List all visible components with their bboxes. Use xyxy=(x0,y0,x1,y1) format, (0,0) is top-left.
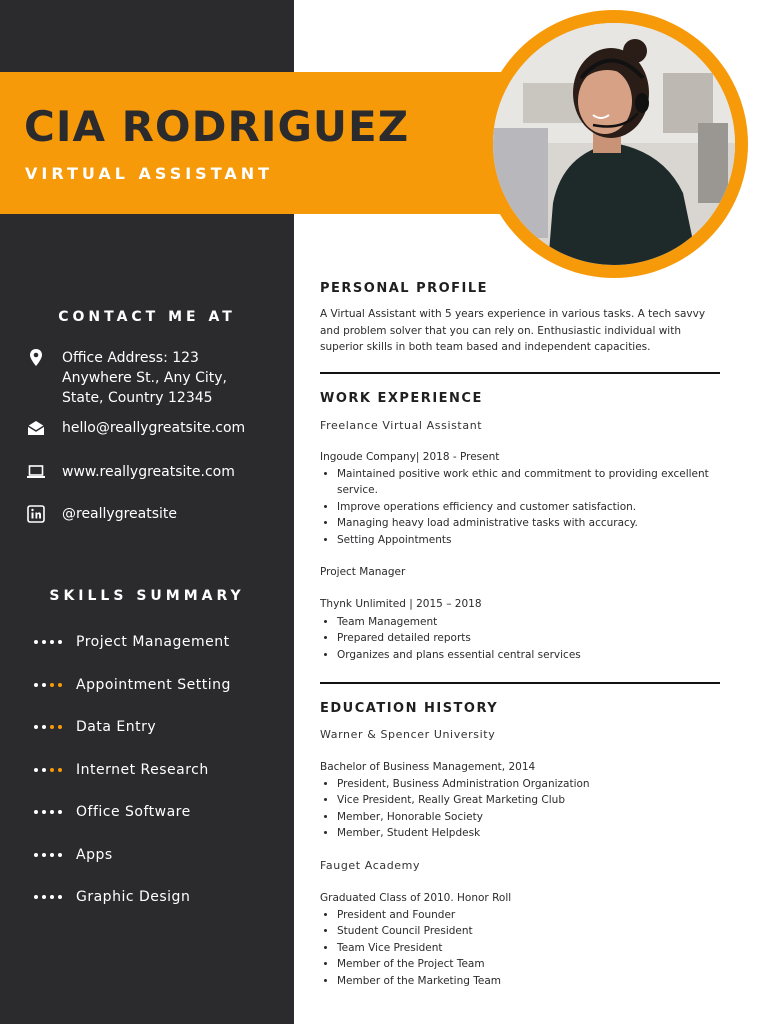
contact-address: Office Address: 123 Anywhere St., Any City, State, Country 12345 xyxy=(26,348,262,408)
list-item: • Student Council President xyxy=(337,923,737,939)
school-name: Fauget Academy xyxy=(320,859,421,872)
skill-item xyxy=(34,889,190,905)
skill-level-dots xyxy=(34,768,66,772)
skill-dot xyxy=(34,725,38,729)
skill-item xyxy=(34,634,230,650)
skill-dot xyxy=(50,683,54,687)
skill-level-dots xyxy=(34,683,66,687)
job-company: Thynk Unlimited | 2015 – 2018 xyxy=(320,598,482,610)
skill-dot xyxy=(50,725,54,729)
list-item: • President, Business Administration Organization xyxy=(337,776,737,792)
skill-dot xyxy=(50,895,54,899)
skill-label: Data Entry xyxy=(76,719,157,735)
list-item: • Member, Student Helpdesk xyxy=(337,825,737,841)
section-divider xyxy=(320,682,720,684)
skill-dot xyxy=(34,810,38,814)
skill-label: Apps xyxy=(76,846,113,863)
skill-label: Office Software xyxy=(76,804,191,820)
list-item: • Team Vice President xyxy=(337,940,737,956)
skill-dot xyxy=(50,810,54,814)
skill-level-dots xyxy=(34,895,66,899)
skill-label: Internet Research xyxy=(76,761,209,778)
list-item: • Maintained positive work ethic and commitment to providing excellent service. xyxy=(337,466,737,499)
skill-dot xyxy=(42,768,46,772)
list-item: • Member of the Marketing Team xyxy=(337,973,737,989)
skill-label: Graphic Design xyxy=(76,889,191,905)
skill-label: Appointment Setting xyxy=(76,676,231,693)
contact-linkedin[interactable]: @reallygreatsite xyxy=(26,504,262,524)
candidate-title: VIRTUAL ASSISTANT xyxy=(25,164,274,183)
linkedin-icon xyxy=(26,504,46,524)
skill-dot xyxy=(42,810,46,814)
skill-dot xyxy=(58,810,62,814)
list-item: • Member, Honorable Society xyxy=(337,809,737,825)
list-item: • Setting Appointments xyxy=(337,532,737,548)
skill-level-dots xyxy=(34,810,66,814)
profile-heading: PERSONAL PROFILE xyxy=(320,281,489,296)
skill-dot xyxy=(42,725,46,729)
skill-dot xyxy=(50,640,54,644)
skills-heading: SKILLS SUMMARY xyxy=(49,588,245,604)
list-item: • Team Management xyxy=(337,614,737,630)
school-bullets xyxy=(320,776,737,842)
skill-dot xyxy=(50,853,54,857)
contact-email[interactable]: hello@reallygreatsite.com xyxy=(26,418,262,438)
skill-dot xyxy=(42,683,46,687)
laptop-icon xyxy=(26,462,46,482)
skill-item xyxy=(34,804,191,820)
skill-item xyxy=(34,847,113,863)
skill-dot xyxy=(50,768,54,772)
contact-website[interactable]: www.reallygreatsite.com xyxy=(26,462,262,482)
skill-dot xyxy=(42,640,46,644)
contact-heading: CONTACT ME AT xyxy=(58,309,236,325)
skill-level-dots xyxy=(34,853,66,857)
work-heading: WORK EXPERIENCE xyxy=(320,391,483,406)
list-item: • Improve operations efficiency and customer satisfaction. xyxy=(337,499,737,515)
school-degree: Graduated Class of 2010. Honor Roll xyxy=(320,892,512,904)
skill-dot xyxy=(58,768,62,772)
skill-level-dots xyxy=(34,640,66,644)
skill-dot xyxy=(58,853,62,857)
school-degree: Bachelor of Business Management, 2014 xyxy=(320,761,536,773)
school-name: Warner & Spencer University xyxy=(320,728,496,741)
education-heading: EDUCATION HISTORY xyxy=(320,701,499,716)
school-bullets xyxy=(320,907,737,989)
skill-dot xyxy=(58,895,62,899)
job-company: Ingoude Company| 2018 - Present xyxy=(320,451,500,463)
list-item: • President and Founder xyxy=(337,907,737,923)
skill-label: Project Management xyxy=(76,634,230,650)
list-item: • Vice President, Really Great Marketing Club xyxy=(337,792,737,808)
skill-dot xyxy=(34,768,38,772)
candidate-name: CIA RODRIGUEZ xyxy=(24,102,410,151)
list-item: • Member of the Project Team xyxy=(337,956,737,972)
skill-dot xyxy=(34,895,38,899)
skill-dot xyxy=(34,640,38,644)
job-bullets xyxy=(320,466,737,548)
section-divider xyxy=(320,372,720,374)
skill-dot xyxy=(34,853,38,857)
skill-dot xyxy=(58,640,62,644)
profile-text: A Virtual Assistant with 5 years experience in various tasks. A tech savvy and problem solver that you can rely on. Enthusiastic individual with superior skills in both team based and independent capacities. xyxy=(320,308,706,353)
skill-dot xyxy=(34,683,38,687)
envelope-icon xyxy=(26,418,46,438)
skill-dot xyxy=(58,725,62,729)
skill-level-dots xyxy=(34,725,66,729)
list-item: • Managing heavy load administrative tasks with accuracy. xyxy=(337,515,737,531)
skill-item xyxy=(34,677,231,693)
skill-dot xyxy=(42,853,46,857)
profile-photo xyxy=(493,23,735,265)
skill-dot xyxy=(42,895,46,899)
skill-item xyxy=(34,762,209,778)
job-title: Project Manager xyxy=(320,566,406,578)
list-item: • Organizes and plans essential central services xyxy=(337,647,737,663)
skill-dot xyxy=(58,683,62,687)
job-title: Freelance Virtual Assistant xyxy=(320,419,483,432)
job-bullets xyxy=(320,614,737,663)
location-pin-icon xyxy=(26,348,46,368)
list-item: • Prepared detailed reports xyxy=(337,630,737,646)
skill-item xyxy=(34,719,156,735)
